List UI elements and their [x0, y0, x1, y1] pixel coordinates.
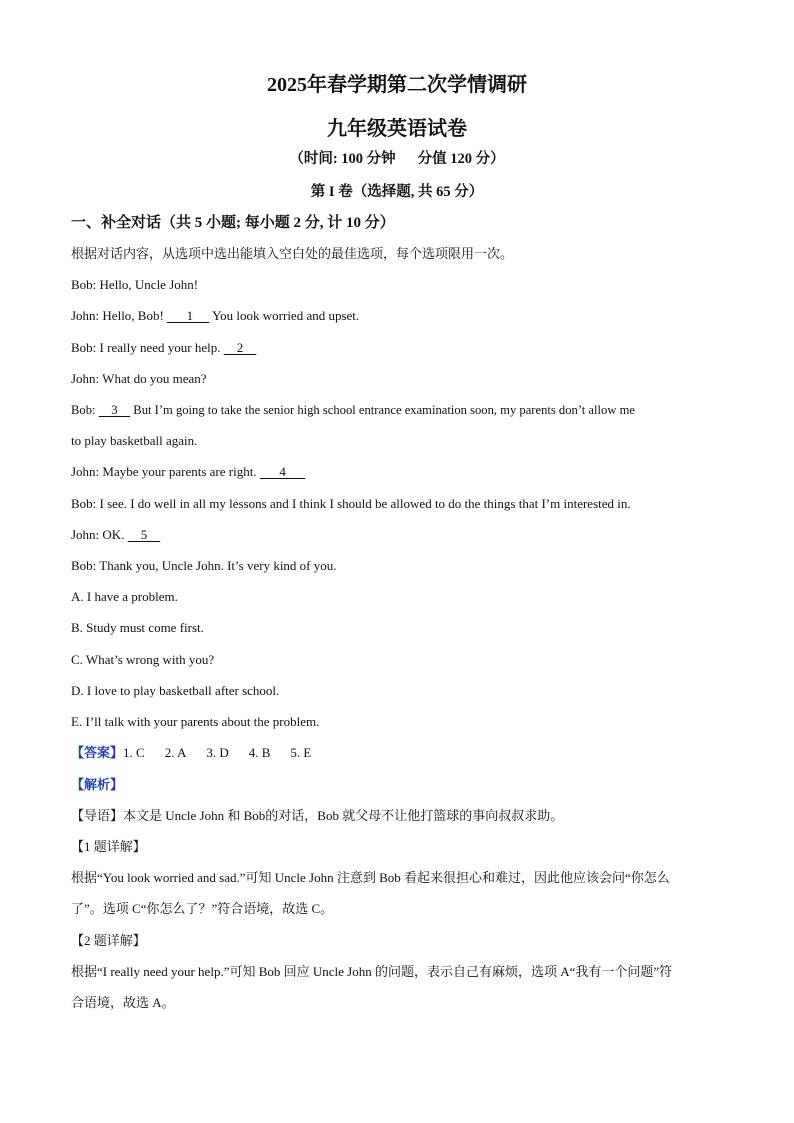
option-b: B. Study must come first. — [71, 620, 204, 635]
dialogue-line-8 — [71, 526, 160, 544]
dialogue-line-5b: to play basketball again. — [71, 433, 198, 448]
exam-subtitle: 九年级英语试卷 — [327, 118, 467, 140]
blank-3: 3 — [98, 403, 131, 417]
q1-detail-line-1: 根据“You look worried and sad.”可知 Uncle John 注意到 Bob 看起来很担心和难过，因此他应该会问“你怎么 — [71, 870, 670, 885]
blank-5: 5 — [127, 527, 161, 542]
blank-2: 2 — [223, 340, 257, 355]
option-e: E. I’ll talk with your parents about the problem. — [71, 714, 320, 729]
answer-3: 3. D — [206, 745, 229, 760]
analysis-label: 【解析】 — [71, 777, 124, 792]
answer-label: 【答案】 — [71, 745, 124, 760]
answer-1: 1. C — [123, 745, 145, 760]
q1-detail-line-2: 了”。选项 C“你怎么了？”符合语境，故选 C。 — [71, 901, 334, 916]
answer-line — [71, 744, 311, 762]
exam-time: （时间: 100 分钟 — [289, 151, 396, 167]
dialogue-text: Bob: I really need your help. — [71, 340, 224, 355]
exam-time-score — [0, 147, 794, 168]
dialogue-line-6 — [71, 463, 305, 481]
answer-2: 2. A — [164, 745, 187, 760]
q2-detail-label: 【2 题详解】 — [71, 933, 146, 948]
exam-score: 分值 120 分） — [417, 151, 505, 167]
dialogue-line-3 — [71, 339, 256, 357]
option-c: C. What’s wrong with you? — [71, 652, 215, 667]
dialogue-text: John: Maybe your parents are right. — [71, 464, 260, 479]
exam-title: 2025年春学期第二次学情调研 — [267, 74, 527, 96]
dialogue-line-7: Bob: I see. I do well in all my lessons and I think I should be allowed to do the things that I’m interested in. — [71, 496, 631, 511]
dialogue-line-4: John: What do you mean? — [71, 371, 207, 386]
option-a: A. I have a problem. — [71, 589, 178, 604]
dialogue-line-5 — [71, 401, 635, 419]
dialogue-text: John: Hello, Bob! — [71, 308, 168, 323]
blank-4: 4 — [259, 464, 306, 479]
dialogue-text: But I’m going to take the senior high school entrance examination soon, my parents don’t allow me — [130, 403, 635, 417]
instruction-text: 根据对话内容，从选项中选出能填入空白处的最佳选项，每个选项限用一次。 — [71, 246, 514, 261]
answer-4: 4. B — [248, 745, 271, 760]
section-heading: 一、补全对话（共 5 小题; 每小题 2 分, 计 10 分） — [71, 215, 395, 231]
dialogue-text: Bob: — [71, 403, 99, 417]
q2-detail-line-1: 根据“I really need your help.”可知 Bob 回应 Uncle John 的问题，表示自己有麻烦，选项 A“我有一个问题”符 — [71, 964, 673, 979]
q2-detail-line-2: 合语境，故选 A。 — [71, 995, 175, 1010]
dialogue-line-1: Bob: Hello, Uncle John! — [71, 277, 199, 292]
dialogue-text: You look worried and upset. — [209, 308, 360, 323]
volume-title: 第 I 卷（选择题, 共 65 分） — [310, 184, 484, 200]
answer-5: 5. E — [290, 745, 312, 760]
dialogue-text: John: OK. — [71, 527, 128, 542]
guide-text: 本文是 Uncle John 和 Bob的对话，Bob 就父母不让他打篮球的事向叔叔求助。 — [123, 808, 564, 823]
q1-detail-label: 【1 题详解】 — [71, 839, 146, 854]
guide-label: 【导语】 — [71, 808, 124, 823]
blank-1: 1 — [167, 308, 210, 323]
dialogue-line-9: Bob: Thank you, Uncle John. It’s very kind of you. — [71, 558, 337, 573]
dialogue-line-2 — [71, 307, 359, 325]
option-d: D. I love to play basketball after school. — [71, 683, 280, 698]
guide-line — [71, 807, 563, 825]
